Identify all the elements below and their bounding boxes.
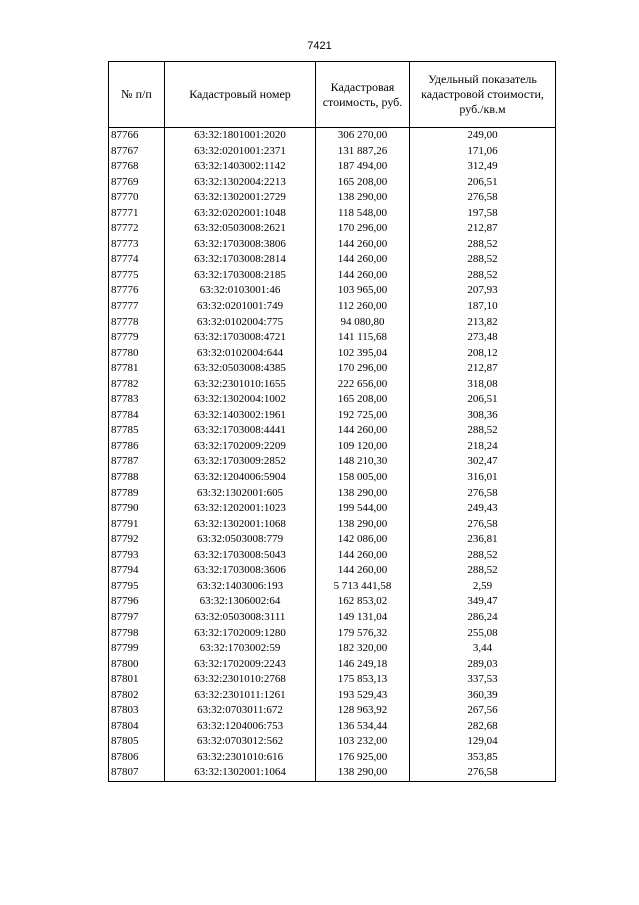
table-row — [109, 439, 556, 455]
table-row — [109, 734, 556, 750]
cadastral-number-cell: 63:32:1204006:5904 — [165, 470, 316, 486]
row-number-cell: 87772 — [109, 221, 165, 237]
table-row — [109, 470, 556, 486]
row-number-cell: 87795 — [109, 579, 165, 595]
cadastral-value-cell: 165 208,00 — [316, 175, 410, 191]
table-row — [109, 144, 556, 160]
specific-index-cell: 207,93 — [410, 283, 556, 299]
table-row — [109, 346, 556, 362]
cadastral-number-cell: 63:32:1302004:1002 — [165, 392, 316, 408]
table-body — [109, 128, 556, 782]
cadastral-number-cell: 63:32:1801001:2020 — [165, 128, 316, 144]
specific-index-cell: 276,58 — [410, 486, 556, 502]
cadastral-value-cell: 141 115,68 — [316, 330, 410, 346]
specific-index-cell: 289,03 — [410, 657, 556, 673]
row-number-cell: 87807 — [109, 765, 165, 781]
table-row — [109, 594, 556, 610]
cadastral-value-cell: 112 260,00 — [316, 299, 410, 315]
table-row — [109, 268, 556, 284]
table-row — [109, 626, 556, 642]
cadastral-value-cell: 306 270,00 — [316, 128, 410, 144]
table-row — [109, 688, 556, 704]
cadastral-number-cell: 63:32:1202001:1023 — [165, 501, 316, 517]
table-header-row — [109, 62, 556, 128]
cadastral-value-cell: 146 249,18 — [316, 657, 410, 673]
row-number-cell: 87797 — [109, 610, 165, 626]
row-number-cell: 87790 — [109, 501, 165, 517]
specific-index-cell: 2,59 — [410, 579, 556, 595]
table-row — [109, 532, 556, 548]
cadastral-value-cell: 142 086,00 — [316, 532, 410, 548]
cadastral-number-cell: 63:32:1204006:753 — [165, 719, 316, 735]
row-number-cell: 87786 — [109, 439, 165, 455]
cadastral-value-cell: 182 320,00 — [316, 641, 410, 657]
cadastral-value-cell: 176 925,00 — [316, 750, 410, 766]
row-number-cell: 87802 — [109, 688, 165, 704]
table-row — [109, 454, 556, 470]
table-row — [109, 299, 556, 315]
specific-index-cell: 288,52 — [410, 252, 556, 268]
cadastral-number-cell: 63:32:0201001:2371 — [165, 144, 316, 160]
cadastral-number-cell: 63:32:1306002:64 — [165, 594, 316, 610]
header-cadastral-value: Кадастровая стоимость, руб. — [316, 62, 410, 128]
page-number: 7421 — [307, 40, 332, 52]
cadastral-number-cell: 63:32:2301010:1655 — [165, 377, 316, 393]
cadastral-value-cell: 144 260,00 — [316, 548, 410, 564]
row-number-cell: 87792 — [109, 532, 165, 548]
specific-index-cell: 212,87 — [410, 361, 556, 377]
specific-index-cell: 316,01 — [410, 470, 556, 486]
specific-index-cell: 282,68 — [410, 719, 556, 735]
cadastral-number-cell: 63:32:1703008:4721 — [165, 330, 316, 346]
cadastral-number-cell: 63:32:0503008:3111 — [165, 610, 316, 626]
row-number-cell: 87793 — [109, 548, 165, 564]
row-number-cell: 87781 — [109, 361, 165, 377]
cadastral-value-cell: 193 529,43 — [316, 688, 410, 704]
row-number-cell: 87776 — [109, 283, 165, 299]
cadastral-number-cell: 63:32:1302001:605 — [165, 486, 316, 502]
cadastral-number-cell: 63:32:1703009:2852 — [165, 454, 316, 470]
specific-index-cell: 353,85 — [410, 750, 556, 766]
table-row — [109, 703, 556, 719]
specific-index-cell: 249,43 — [410, 501, 556, 517]
table-row — [109, 221, 556, 237]
cadastral-value-cell: 118 548,00 — [316, 206, 410, 222]
specific-index-cell: 273,48 — [410, 330, 556, 346]
specific-index-cell: 312,49 — [410, 159, 556, 175]
table-row — [109, 672, 556, 688]
table-row — [109, 315, 556, 331]
row-number-cell: 87789 — [109, 486, 165, 502]
cadastral-value-cell: 128 963,92 — [316, 703, 410, 719]
specific-index-cell: 197,58 — [410, 206, 556, 222]
cadastral-number-cell: 63:32:1703008:5043 — [165, 548, 316, 564]
table-row — [109, 190, 556, 206]
row-number-cell: 87803 — [109, 703, 165, 719]
cadastral-value-cell: 144 260,00 — [316, 563, 410, 579]
specific-index-cell: 318,08 — [410, 377, 556, 393]
table-row — [109, 579, 556, 595]
cadastral-number-cell: 63:32:1703008:2185 — [165, 268, 316, 284]
cadastral-value-cell: 170 296,00 — [316, 221, 410, 237]
table-row — [109, 128, 556, 144]
row-number-cell: 87788 — [109, 470, 165, 486]
table-row — [109, 719, 556, 735]
cadastral-value-cell: 5 713 441,58 — [316, 579, 410, 595]
cadastral-number-cell: 63:32:1702009:1280 — [165, 626, 316, 642]
table-row — [109, 765, 556, 781]
cadastral-number-cell: 63:32:1703008:3606 — [165, 563, 316, 579]
cadastral-value-cell: 109 120,00 — [316, 439, 410, 455]
cadastral-number-cell: 63:32:1403002:1961 — [165, 408, 316, 424]
cadastral-number-cell: 63:32:0503008:4385 — [165, 361, 316, 377]
specific-index-cell: 276,58 — [410, 517, 556, 533]
cadastral-value-cell: 148 210,30 — [316, 454, 410, 470]
specific-index-cell: 286,24 — [410, 610, 556, 626]
row-number-cell: 87769 — [109, 175, 165, 191]
specific-index-cell: 218,24 — [410, 439, 556, 455]
table-row — [109, 423, 556, 439]
cadastral-value-cell: 144 260,00 — [316, 268, 410, 284]
table-row — [109, 361, 556, 377]
cadastral-number-cell: 63:32:0103001:46 — [165, 283, 316, 299]
table-row — [109, 206, 556, 222]
table-row — [109, 392, 556, 408]
cadastral-value-cell: 187 494,00 — [316, 159, 410, 175]
row-number-cell: 87799 — [109, 641, 165, 657]
cadastral-number-cell: 63:32:2301010:616 — [165, 750, 316, 766]
table-row — [109, 548, 556, 564]
specific-index-cell: 276,58 — [410, 765, 556, 781]
cadastral-value-cell: 138 290,00 — [316, 517, 410, 533]
table-row — [109, 750, 556, 766]
cadastral-number-cell: 63:32:0703011:672 — [165, 703, 316, 719]
cadastral-value-cell: 179 576,32 — [316, 626, 410, 642]
cadastral-value-cell: 199 544,00 — [316, 501, 410, 517]
cadastral-number-cell: 63:32:0102004:775 — [165, 315, 316, 331]
cadastral-number-cell: 63:32:1703002:59 — [165, 641, 316, 657]
row-number-cell: 87778 — [109, 315, 165, 331]
row-number-cell: 87779 — [109, 330, 165, 346]
specific-index-cell: 276,58 — [410, 190, 556, 206]
cadastral-value-cell: 103 965,00 — [316, 283, 410, 299]
header-specific-index: Удельный показатель кадастровой стоимости, руб./кв.м — [410, 62, 556, 128]
table-row — [109, 252, 556, 268]
table-row — [109, 610, 556, 626]
cadastral-number-cell: 63:32:0503008:779 — [165, 532, 316, 548]
cadastral-number-cell: 63:32:1403002:1142 — [165, 159, 316, 175]
table-row — [109, 486, 556, 502]
specific-index-cell: 302,47 — [410, 454, 556, 470]
cadastral-number-cell: 63:32:1302001:1064 — [165, 765, 316, 781]
row-number-cell: 87796 — [109, 594, 165, 610]
cadastral-value-cell: 102 395,04 — [316, 346, 410, 362]
row-number-cell: 87804 — [109, 719, 165, 735]
cadastral-number-cell: 63:32:2301010:2768 — [165, 672, 316, 688]
cadastral-value-cell: 103 232,00 — [316, 734, 410, 750]
row-number-cell: 87783 — [109, 392, 165, 408]
row-number-cell: 87801 — [109, 672, 165, 688]
specific-index-cell: 288,52 — [410, 237, 556, 253]
cadastral-value-table — [108, 61, 556, 782]
specific-index-cell: 288,52 — [410, 423, 556, 439]
header-cadastral-number: Кадастровый номер — [165, 62, 316, 128]
cadastral-number-cell: 63:32:1403006:193 — [165, 579, 316, 595]
row-number-cell: 87780 — [109, 346, 165, 362]
specific-index-cell: 236,81 — [410, 532, 556, 548]
table-row — [109, 283, 556, 299]
row-number-cell: 87785 — [109, 423, 165, 439]
specific-index-cell: 171,06 — [410, 144, 556, 160]
cadastral-value-cell: 222 656,00 — [316, 377, 410, 393]
table-row — [109, 159, 556, 175]
cadastral-value-cell: 165 208,00 — [316, 392, 410, 408]
specific-index-cell: 288,52 — [410, 268, 556, 284]
specific-index-cell: 206,51 — [410, 392, 556, 408]
cadastral-value-cell: 138 290,00 — [316, 765, 410, 781]
row-number-cell: 87784 — [109, 408, 165, 424]
cadastral-value-cell: 162 853,02 — [316, 594, 410, 610]
cadastral-number-cell: 63:32:0503008:2621 — [165, 221, 316, 237]
row-number-cell: 87800 — [109, 657, 165, 673]
cadastral-number-cell: 63:32:0201001:749 — [165, 299, 316, 315]
cadastral-value-cell: 144 260,00 — [316, 252, 410, 268]
specific-index-cell: 129,04 — [410, 734, 556, 750]
specific-index-cell: 208,12 — [410, 346, 556, 362]
row-number-cell: 87806 — [109, 750, 165, 766]
cadastral-number-cell: 63:32:1703008:4441 — [165, 423, 316, 439]
cadastral-number-cell: 63:32:0703012:562 — [165, 734, 316, 750]
row-number-cell: 87782 — [109, 377, 165, 393]
cadastral-number-cell: 63:32:1302001:1068 — [165, 517, 316, 533]
specific-index-cell: 349,47 — [410, 594, 556, 610]
table-row — [109, 377, 556, 393]
table-row — [109, 330, 556, 346]
specific-index-cell: 255,08 — [410, 626, 556, 642]
row-number-cell: 87777 — [109, 299, 165, 315]
cadastral-value-cell: 158 005,00 — [316, 470, 410, 486]
cadastral-number-cell: 63:32:1702009:2209 — [165, 439, 316, 455]
specific-index-cell: 308,36 — [410, 408, 556, 424]
table-row — [109, 237, 556, 253]
cadastral-number-cell: 63:32:2301011:1261 — [165, 688, 316, 704]
row-number-cell: 87774 — [109, 252, 165, 268]
cadastral-value-cell: 170 296,00 — [316, 361, 410, 377]
specific-index-cell: 337,53 — [410, 672, 556, 688]
cadastral-value-cell: 138 290,00 — [316, 486, 410, 502]
specific-index-cell: 212,87 — [410, 221, 556, 237]
specific-index-cell: 206,51 — [410, 175, 556, 191]
row-number-cell: 87791 — [109, 517, 165, 533]
specific-index-cell: 213,82 — [410, 315, 556, 331]
table-row — [109, 657, 556, 673]
cadastral-number-cell: 63:32:1703008:2814 — [165, 252, 316, 268]
cadastral-value-cell: 131 887,26 — [316, 144, 410, 160]
cadastral-value-cell: 138 290,00 — [316, 190, 410, 206]
row-number-cell: 87787 — [109, 454, 165, 470]
cadastral-value-cell: 144 260,00 — [316, 237, 410, 253]
cadastral-number-cell: 63:32:0202001:1048 — [165, 206, 316, 222]
cadastral-number-cell: 63:32:1702009:2243 — [165, 657, 316, 673]
table-row — [109, 501, 556, 517]
row-number-cell: 87805 — [109, 734, 165, 750]
table-row — [109, 517, 556, 533]
row-number-cell: 87798 — [109, 626, 165, 642]
cadastral-number-cell: 63:32:1703008:3806 — [165, 237, 316, 253]
cadastral-number-cell: 63:32:0102004:644 — [165, 346, 316, 362]
cadastral-value-cell: 149 131,04 — [316, 610, 410, 626]
cadastral-value-cell: 136 534,44 — [316, 719, 410, 735]
table-row — [109, 175, 556, 191]
row-number-cell: 87767 — [109, 144, 165, 160]
row-number-cell: 87771 — [109, 206, 165, 222]
row-number-cell: 87768 — [109, 159, 165, 175]
specific-index-cell: 3,44 — [410, 641, 556, 657]
cadastral-number-cell: 63:32:1302001:2729 — [165, 190, 316, 206]
row-number-cell: 87770 — [109, 190, 165, 206]
header-num: № п/п — [109, 62, 165, 128]
row-number-cell: 87766 — [109, 128, 165, 144]
cadastral-value-cell: 192 725,00 — [316, 408, 410, 424]
specific-index-cell: 187,10 — [410, 299, 556, 315]
row-number-cell: 87794 — [109, 563, 165, 579]
specific-index-cell: 288,52 — [410, 548, 556, 564]
cadastral-value-cell: 175 853,13 — [316, 672, 410, 688]
cadastral-value-cell: 144 260,00 — [316, 423, 410, 439]
specific-index-cell: 249,00 — [410, 128, 556, 144]
row-number-cell: 87775 — [109, 268, 165, 284]
table-row — [109, 563, 556, 579]
row-number-cell: 87773 — [109, 237, 165, 253]
specific-index-cell: 360,39 — [410, 688, 556, 704]
table-row — [109, 641, 556, 657]
table-row — [109, 408, 556, 424]
specific-index-cell: 288,52 — [410, 563, 556, 579]
specific-index-cell: 267,56 — [410, 703, 556, 719]
cadastral-value-cell: 94 080,80 — [316, 315, 410, 331]
cadastral-number-cell: 63:32:1302004:2213 — [165, 175, 316, 191]
